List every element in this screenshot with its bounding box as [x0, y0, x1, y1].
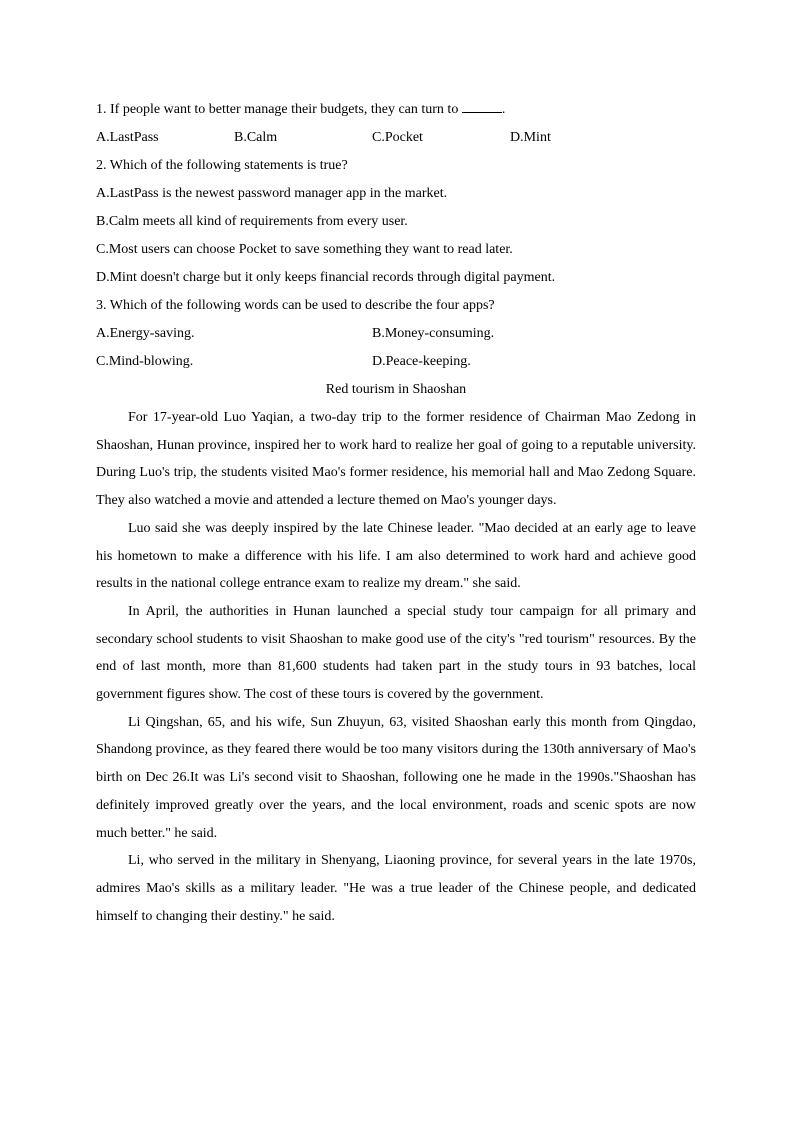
passage-title: Red tourism in Shaoshan [325, 382, 467, 397]
q2-option-b: B.Calm meets all kind of requirements from every user. [96, 214, 408, 229]
q3-option-d: D.Peace-keeping. [372, 354, 471, 369]
q1-option-c: C.Pocket [372, 130, 423, 145]
q3-option-c: C.Mind-blowing. [96, 354, 194, 369]
question-3-options-row-2 [96, 348, 696, 376]
q1-option-a: A.LastPass [96, 130, 159, 145]
passage-paragraph: Li Qingshan, 65, and his wife, Sun Zhuyun, 63, visited Shaoshan early this month from Qingdao, Shandong province, as they feared there would be too many visitors during the 130th anniversary of Mao's birth on Dec 26.It was Li's second visit to Shaoshan, following one he made in the 1990s."Shaoshan has definitely improved greatly over the years, and the local environment, roads and scenic spots are now much better." he said. [96, 714, 696, 841]
passage-paragraph: Li, who served in the military in Shenyang, Liaoning province, for several years in the late 1970s, admires Mao's skills as a military leader. "He was a true leader of the Chinese people, and dedicated himself to changing their destiny." he said. [96, 853, 696, 924]
passage-paragraph: In April, the authorities in Hunan launched a special study tour campaign for all primary and secondary school students to visit Shaoshan to make good use of the city's "red tourism" resources. By the end of last month, more than 81,600 students had taken part in the study tours in 93 batches, local government figures show. The cost of these tours is covered by the government. [96, 603, 696, 703]
q2-option-a: A.LastPass is the newest password manager app in the market. [96, 186, 448, 201]
question-1-text: 1. If people want to better manage their budgets, they can turn to [96, 102, 462, 117]
question-1-end: . [501, 102, 506, 117]
question-1-stem [96, 96, 696, 124]
worksheet-page [96, 96, 696, 930]
answer-blank [462, 98, 502, 113]
q1-option-b: B.Calm [234, 130, 278, 145]
q1-option-d: D.Mint [510, 130, 551, 145]
q3-option-b: B.Money-consuming. [372, 326, 495, 341]
q2-option-c: C.Most users can choose Pocket to save something they want to read later. [96, 242, 513, 257]
passage-paragraph: For 17-year-old Luo Yaqian, a two-day trip to the former residence of Chairman Mao Zedong in Shaoshan, Hunan province, inspired her to work hard to realize her goal of going to a reputable university. During Luo's trip, the students visited Mao's former residence, his memorial hall and Mao Zedong Square. They also watched a movie and attended a lecture themed on Mao's younger days. [96, 410, 696, 509]
question-3-stem: 3. Which of the following words can be used to describe the four apps? [96, 298, 495, 313]
q2-option-d: D.Mint doesn't charge but it only keeps financial records through digital payment. [96, 270, 556, 285]
passage-paragraph: Luo said she was deeply inspired by the late Chinese leader. "Mao decided at an early age to leave his hometown to make a difference with his life. I am also determined to work hard and achieve good results in the national college entrance exam to realize my dream." she said. [96, 520, 696, 592]
question-2-stem: 2. Which of the following statements is true? [96, 158, 348, 173]
question-1-options [96, 124, 696, 152]
question-3-options-row-1 [96, 320, 696, 348]
q3-option-a: A.Energy-saving. [96, 326, 195, 341]
